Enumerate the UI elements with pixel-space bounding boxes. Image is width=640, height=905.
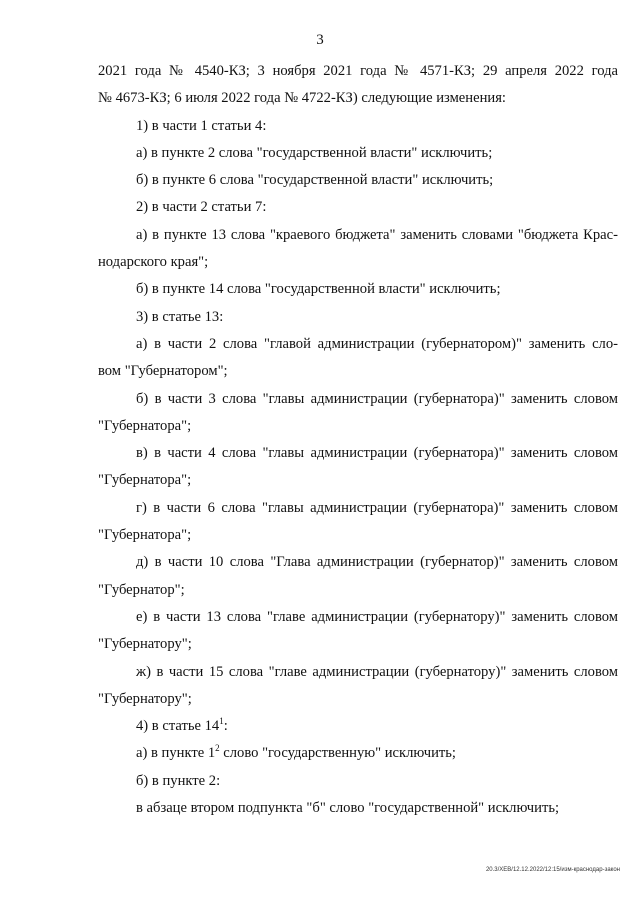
paragraph-line: "Губернатора"; [98,527,192,544]
paragraph-line: в) в части 4 слова "главы администрации (губернатора)" заменить словом [136,445,618,462]
paragraph-line: "Губернатора"; [98,472,192,489]
paragraph-line: вом "Губернатором"; [98,363,228,380]
superscript: 1 [219,716,224,727]
superscript: 2 [215,743,220,754]
paragraph-line: "Губернатор"; [98,581,185,598]
paragraph-line: в абзаце втором подпункта "б" слово "государственной" исключить; [136,800,560,817]
paragraph-line: "Губернатору"; [98,690,192,707]
paragraph-line: "Губернатору"; [98,636,192,653]
paragraph-line: б) в части 3 слова "главы администрации (губернатора)" заменить словом [136,390,618,407]
paragraph-line: 2021 года № 4540-КЗ; 3 ноября 2021 года № 4571-КЗ; 29 апреля 2022 года [98,63,618,79]
paragraph-line: "Губернатора"; [98,417,192,434]
page-number: 3 [316,32,324,48]
paragraph-line [98,713,618,740]
paragraph-line: б) в пункте 14 слова "государственной власти" исключить; [136,281,501,298]
paragraph-line: 2) в части 2 статьи 7: [136,199,267,216]
paragraph-line: нодарского края"; [98,254,209,271]
line-text: слово "государственную" исключить; [219,745,456,762]
paragraph-line: е) в части 13 слова "главе администрации (губернатору)" заменить словом [136,608,618,625]
paragraph-line [98,740,618,767]
paragraph-line: 3) в статье 13: [136,308,224,325]
paragraph-line: а) в пункте 2 слова "государственной власти" исключить; [136,144,493,161]
line-text: 4) в статье 14 [136,718,220,735]
paragraph-line: г) в части 6 слова "главы администрации (губернатора)" заменить словом [136,499,618,516]
document-body [98,58,618,822]
paragraph-line: б) в пункте 6 слова "государственной власти" исключить; [136,172,494,189]
document-footer-code: 20.3/ХЕВ/12.12.2022/12:15/изм-краснодар-закон [485,867,620,873]
paragraph-line: 1) в части 1 статьи 4: [136,117,267,134]
paragraph-line: а) в части 2 слова "главой администрации (губернатором)" заменить сло- [136,335,618,352]
paragraph-line: № 4673-КЗ; 6 июля 2022 года № 4722-КЗ) следующие изменения: [98,90,506,107]
line-text: : [223,718,228,735]
line-text: а) в пункте 1 [136,745,216,762]
paragraph-line: д) в части 10 слова "Глава администрации (губернатор)" заменить словом [136,554,618,571]
paragraph-line: ж) в части 15 слова "главе администрации (губернатору)" заменить словом [136,663,618,680]
paragraph-line: б) в пункте 2: [136,772,221,789]
paragraph-line: а) в пункте 13 слова "краевого бюджета" заменить словами "бюджета Крас- [136,226,618,243]
